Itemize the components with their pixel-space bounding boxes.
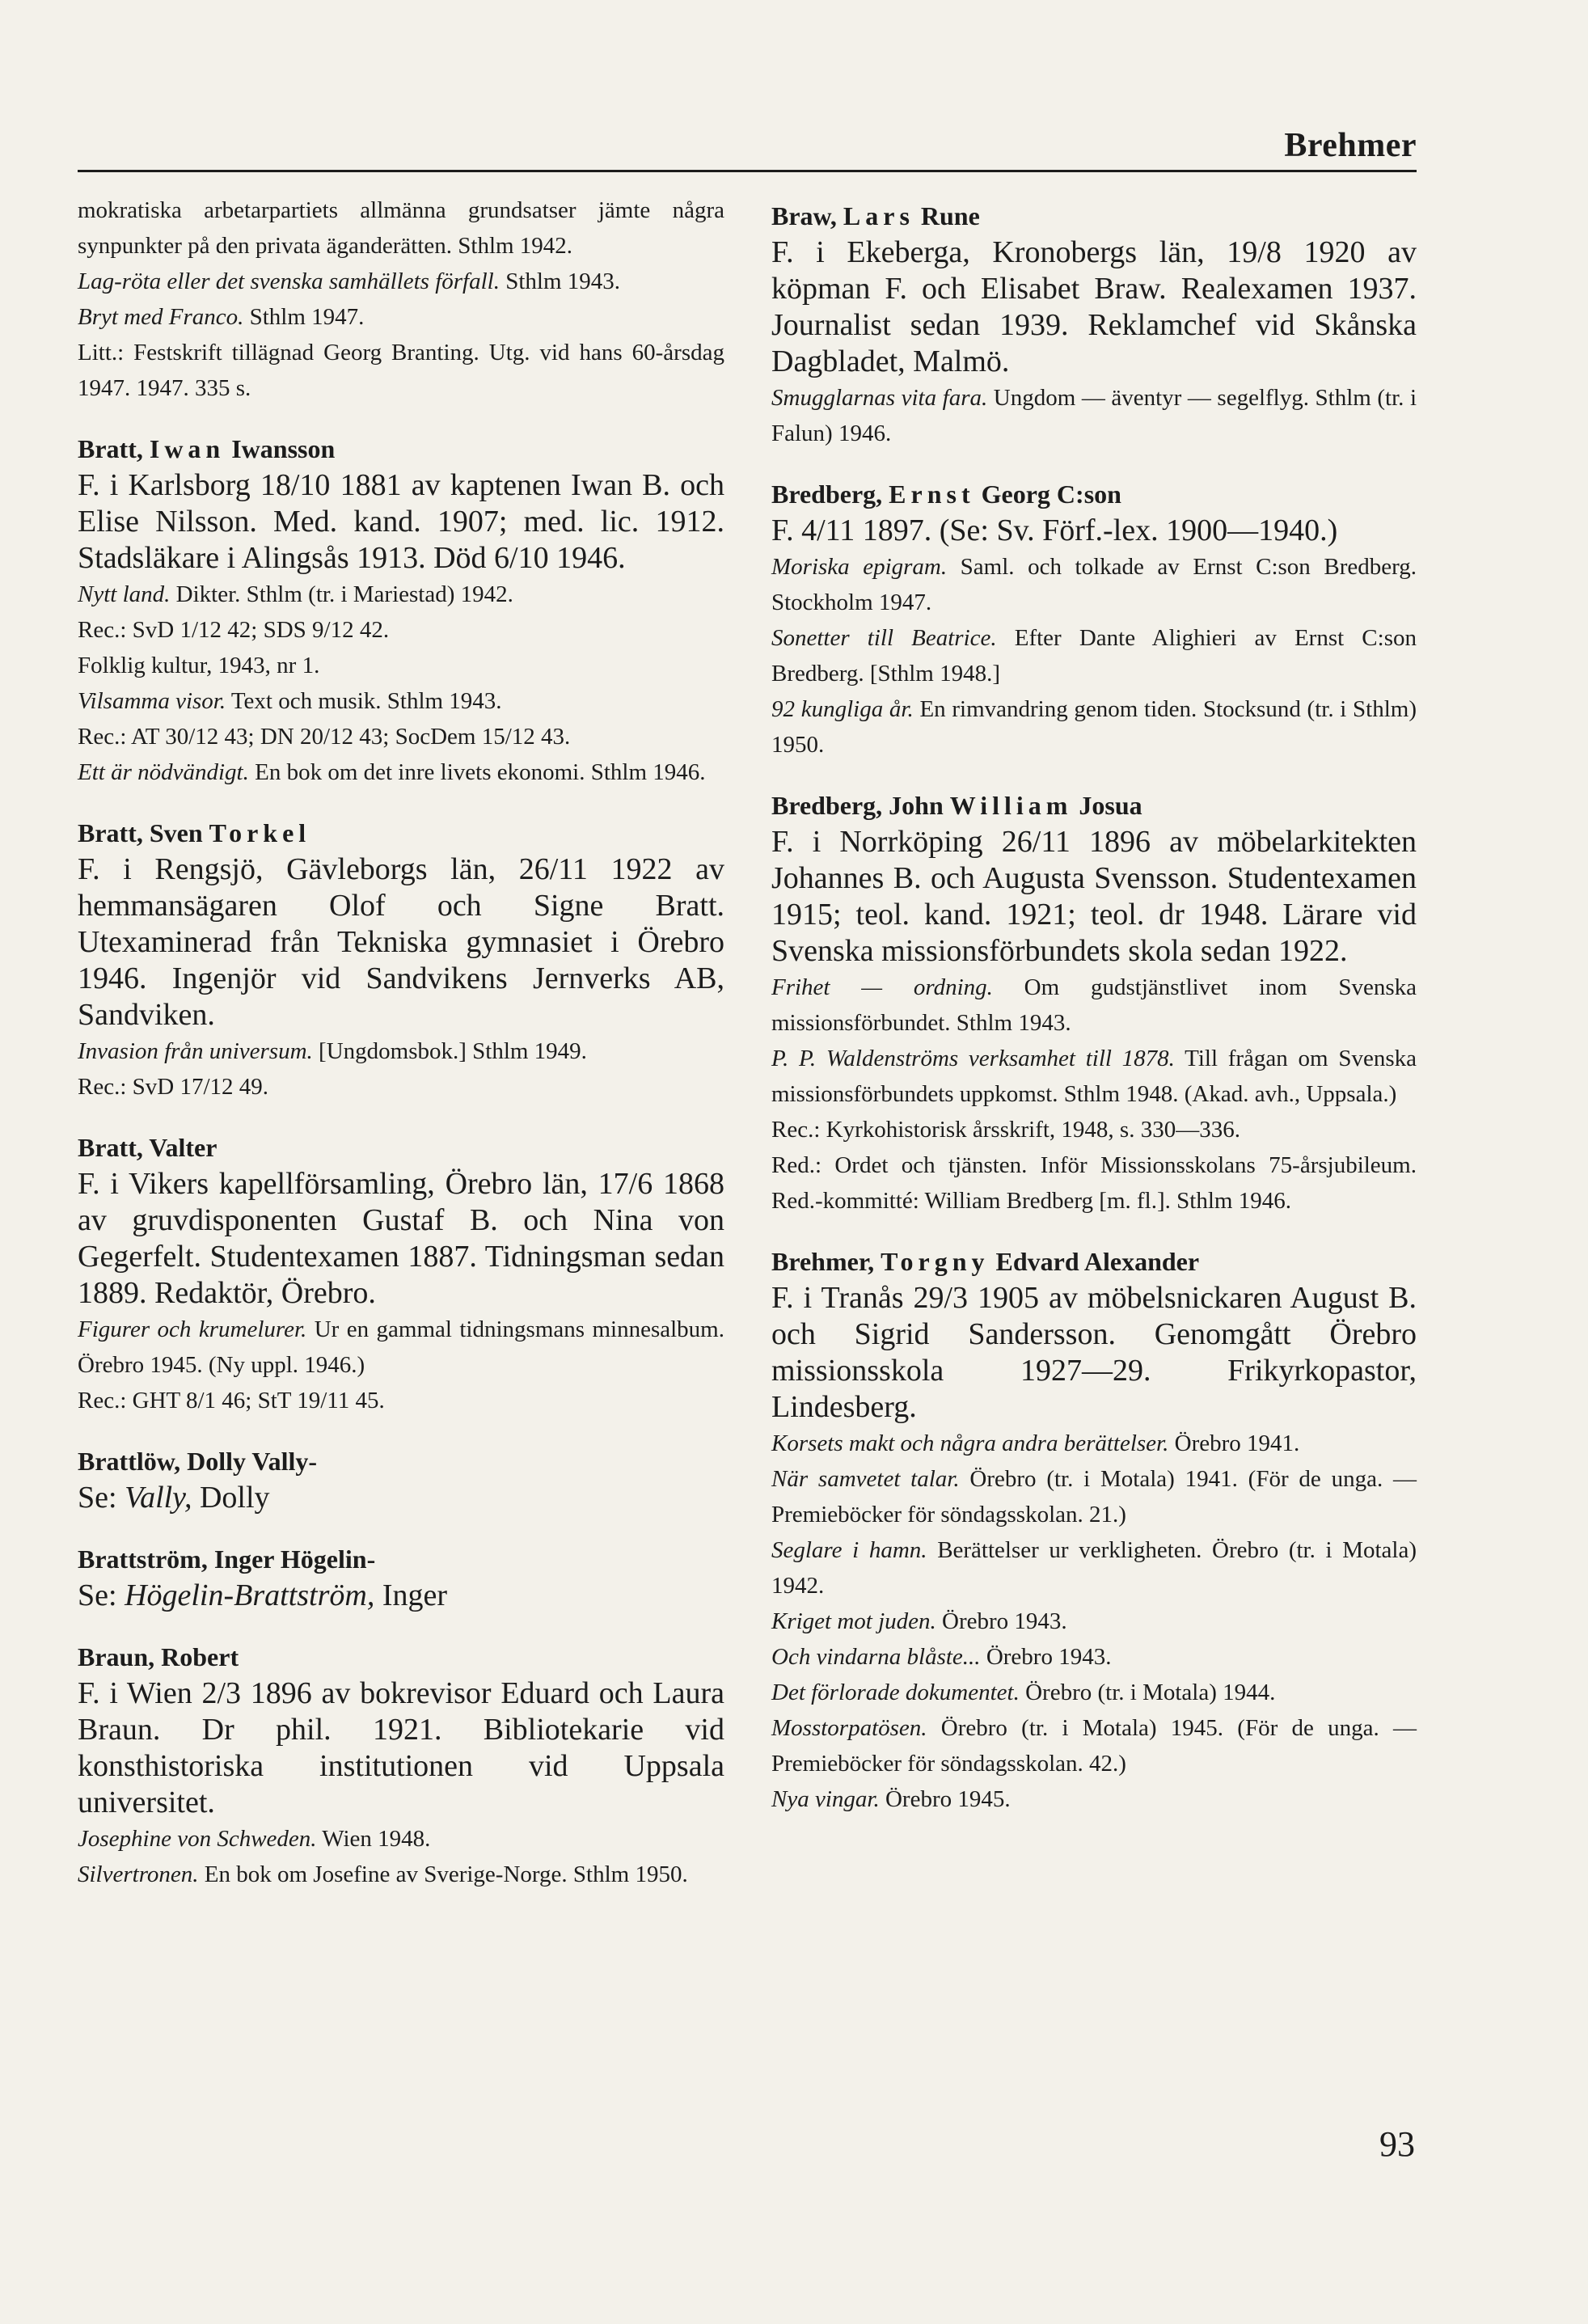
entry-biography: F. i Wien 2/3 1896 av bokrevisor Eduard och Laura Braun. Dr phil. 1921. Bibliotekarie vid konsthistoriska institutionen vid Uppsala universitet. (78, 1676, 724, 1819)
entry-name: Bratt, Iwan Iwansson (78, 434, 336, 463)
bibliography-line: Silvertronen. En bok om Josefine av Sverige-Norge. Sthlm 1950. (78, 1861, 688, 1887)
page-header (78, 121, 1417, 172)
bibliography-line: Josephine von Schweden. Wien 1948. (78, 1826, 431, 1852)
page-number: 93 (1379, 2124, 1415, 2164)
entry-biography: F. 4/11 1897. (Se: Sv. Förf.-lex. 1900—1940.) (771, 513, 1338, 547)
continuation-line: Bryt med Franco. Sthlm 1947. (78, 304, 365, 330)
bibliography-line: 92 kungliga år. En rimvandring genom tiden. Stocksund (tr. i Sthlm) 1950. (771, 696, 1417, 758)
bibliography-line: Vilsamma visor. Text och musik. Sthlm 1943. (78, 688, 502, 714)
entry-brehmer-torgny (771, 1243, 1417, 1817)
bibliography-line: Rec.: Kyrkohistorisk årsskrift, 1948, s. 330—336. (771, 1117, 1240, 1143)
running-head: Brehmer (1284, 127, 1417, 164)
bibliography-line: Mosstorpatösen. Örebro (tr. i Motala) 1945. (För de unga. — Premieböcker för söndagsskolan. 42.) (771, 1715, 1417, 1777)
bibliography-line: Rec.: GHT 8/1 46; StT 19/11 45. (78, 1388, 385, 1413)
entry-name: Bratt, Sven Torkel (78, 818, 311, 847)
entry-biography: F. i Norrköping 26/11 1896 av möbelarkitekten Johannes B. och Augusta Svensson. Studentexamen 1915; teol. kand. 1921; teol. dr 1948. Lärare vid Svenska missionsförbundets skola sedan 1922. (771, 825, 1417, 968)
entry-biography: F. i Karlsborg 18/10 1881 av kaptenen Iwan B. och Elise Nilsson. Med. kand. 1907; med. lic. 1912. Stadsläkare i Alingsås 1913. Död 6/10 1946. (78, 468, 724, 575)
bibliography-line: Ett är nödvändigt. En bok om det inre livets ekonomi. Sthlm 1946. (78, 759, 706, 785)
bibliography-line: Figurer och krumelurer. Ur en gammal tidningsmans minnesalbum. Örebro 1945. (Ny uppl. 1946.) (78, 1316, 724, 1378)
entry-biography: F. i Vikers kapellförsamling, Örebro län, 17/6 1868 av gruvdisponenten Gustaf B. och Nina von Gegerfelt. Studentexamen 1887. Tidningsman sedan 1889. Redaktör, Örebro. (78, 1167, 724, 1310)
entry-name: Braw, Lars Rune (771, 201, 980, 230)
bibliography-line: Rec.: SvD 17/12 49. (78, 1074, 269, 1100)
cross-reference: Se: Vally, Dolly (78, 1481, 270, 1515)
continuation-line: Litt.: Festskrift tillägnad Georg Branting. Utg. vid hans 60-årsdag 1947. 1947. 335 s. (78, 340, 724, 401)
entry-bredberg-john (771, 787, 1417, 1219)
entry-bratt-valter (78, 1129, 724, 1418)
bibliography-line: Moriska epigram. Saml. och tolkade av Ernst C:son Bredberg. Stockholm 1947. (771, 554, 1417, 615)
entry-brattlow (78, 1443, 724, 1516)
entry-biography: F. i Tranås 29/3 1905 av möbelsnickaren August B. och Sigrid Sandersson. Genomgått Örebro missionsskola 1927—29. Frikyrkopastor, Lindesberg. (771, 1281, 1417, 1424)
bibliography-line: När samvetet talar. Örebro (tr. i Motala) 1941. (För de unga. — Premieböcker för söndagsskolan. 21.) (771, 1466, 1417, 1528)
entry-name: Brehmer, Torgny Edvard Alexander (771, 1247, 1200, 1276)
entry-name: Brattlöw, Dolly Vally- (78, 1447, 318, 1476)
entry-name: Brattström, Inger Högelin- (78, 1544, 376, 1574)
bibliography-line: Och vindarna blåste... Örebro 1943. (771, 1644, 1112, 1670)
bibliography-line: Sonetter till Beatrice. Efter Dante Alighieri av Ernst C:son Bredberg. [Sthlm 1948.] (771, 625, 1417, 687)
cross-reference: Se: Högelin-Brattström, Inger (78, 1578, 448, 1612)
bibliography-line: Korsets makt och några andra berättelser. Örebro 1941. (771, 1430, 1300, 1456)
bibliography-line: Det förlorade dokumentet. Örebro (tr. i Motala) 1944. (771, 1680, 1276, 1705)
entry-bratt-iwan (78, 430, 724, 790)
bibliography-line: Kriget mot juden. Örebro 1943. (771, 1608, 1067, 1634)
bibliography-line: Smugglarnas vita fara. Ungdom — äventyr — segelflyg. Sthlm (tr. i Falun) 1946. (771, 385, 1417, 446)
entry-braw-lars-rune (771, 197, 1417, 451)
entry-biography: F. i Ekeberga, Kronobergs län, 19/8 1920 av köpman F. och Elisabet Braw. Realexamen 1937. Journalist sedan 1939. Reklamchef vid Skånska Dagbladet, Malmö. (771, 235, 1417, 378)
entry-name: Bredberg, John William Josua (771, 791, 1142, 820)
continuation-line: Lag-röta eller det svenska samhällets förfall. Sthlm 1943. (78, 268, 621, 294)
bibliography-line: Seglare i hamn. Berättelser ur verkligheten. Örebro (tr. i Motala) 1942. (771, 1537, 1417, 1599)
bibliography-line: Nya vingar. Örebro 1945. (771, 1786, 1011, 1812)
right-column (771, 192, 1417, 1841)
left-column (78, 192, 724, 1916)
bibliography-line: Nytt land. Dikter. Sthlm (tr. i Mariestad) 1942. (78, 581, 513, 607)
entry-biography: F. i Rengsjö, Gävleborgs län, 26/11 1922 av hemmansägaren Olof och Signe Bratt. Utexaminerad från Tekniska gymnasiet i Örebro 1946. Ingenjör vid Sandvikens Jernverks AB, Sandviken. (78, 852, 724, 1032)
continuation-line: mokratiska arbetarpartiets allmänna grundsatser jämte några synpunkter på den privata äganderätten. Sthlm 1942. (78, 197, 724, 259)
entry-bredberg-ernst (771, 475, 1417, 763)
bibliography-line: Invasion från universum. [Ungdomsbok.] Sthlm 1949. (78, 1038, 587, 1064)
bibliography-line: Folklig kultur, 1943, nr 1. (78, 653, 320, 678)
bibliography-line: Frihet — ordning. Om gudstjänstlivet inom Svenska missionsförbundet. Sthlm 1943. (771, 974, 1417, 1036)
entry-bratt-sven-torkel (78, 814, 724, 1105)
entry-brattstrom (78, 1540, 724, 1614)
bibliography-line: Rec.: SvD 1/12 42; SDS 9/12 42. (78, 617, 390, 643)
entry-name: Bredberg, Ernst Georg C:son (771, 480, 1121, 509)
entry-name: Bratt, Valter (78, 1133, 218, 1162)
entry-name: Braun, Robert (78, 1642, 239, 1671)
bibliography-line: Rec.: AT 30/12 43; DN 20/12 43; SocDem 15/12 43. (78, 724, 571, 750)
continuation-block (78, 192, 724, 406)
bibliography-line: Red.: Ordet och tjänsten. Inför Missionsskolans 75-årsjubileum. Red.-kommitté: William Bredberg [m. fl.]. Sthlm 1946. (771, 1152, 1417, 1214)
entry-braun-robert (78, 1638, 724, 1892)
bibliography-line: P. P. Waldenströms verksamhet till 1878. Till frågan om Svenska missionsförbundets uppkomst. Sthlm 1948. (Akad. avh., Uppsala.) (771, 1046, 1417, 1107)
